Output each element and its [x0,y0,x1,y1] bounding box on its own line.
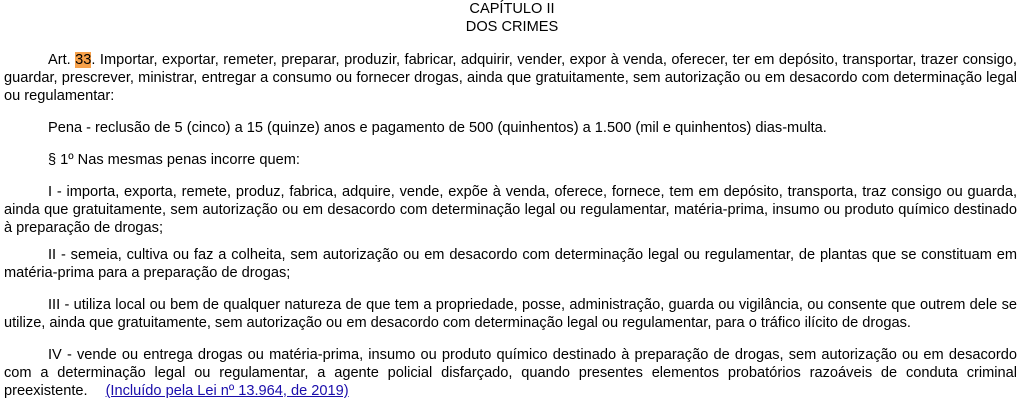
item-iv-text: IV - vende ou entrega drogas ou matéria-prima, insumo ou produto químico destinado à preparação de drogas, sem autorização ou em desacordo com a determinação legal ou regulamentar, a agente policial disfarçado, quando presentes elementos probatórios razoáveis de conduta criminal preexistente. [4,347,1017,399]
law-link[interactable]: (Incluído pela Lei nº 13.964, de 2019) [105,383,349,399]
item-iii: III - utiliza local ou bem de qualquer natureza de que tem a propriedade, posse, administração, guarda ou vigilância, ou consente que outrem dele se utilize, ainda que gratuitamente, sem autorização ou em desacordo com determinação legal ou regulamentar, para o tráfico ilícito de drogas. [4,297,1017,331]
item-iv [4,346,1017,400]
article-33-caput [4,51,1017,105]
item-i: I - importa, exporta, remete, produz, fabrica, adquire, vende, expõe à venda, oferece, fornece, tem em depósito, transporta, traz consigo ou guarda, ainda que gratuitamente, sem autorização ou em desacordo com determinação legal ou regulamentar, matéria-prima, insumo ou produto químico destinado à preparação de drogas; [4,184,1017,236]
item-ii: II - semeia, cultiva ou faz a colheita, sem autorização ou em desacordo com determinação legal ou regulamentar, de plantas que se constituam em matéria-prima para a preparação de drogas; [4,247,1017,281]
chapter-title: DOS CRIMES [465,19,559,35]
article-caput-text: . Importar, exportar, remeter, preparar, produzir, fabricar, adquirir, vender, expor à venda, oferecer, ter em depósito, transportar, trazer consigo, guardar, prescrever, ministrar, entregar a consumo ou fornecer drogas, ainda que gratuitamente, sem autorização ou em desacordo com determinação legal ou regulamentar: [4,52,1017,104]
article-prefix: Art. [48,52,71,68]
paragraph-1: § 1º Nas mesmas penas incorre quem: [48,152,300,168]
chapter-number: CAPÍTULO II [469,1,555,17]
pena-text: Pena - reclusão de 5 (cinco) a 15 (quinze) anos e pagamento de 500 (quinhentos) a 1.500 (mil e quinhentos) dias-multa. [48,120,827,136]
article-number-highlight: 33 [75,52,92,68]
